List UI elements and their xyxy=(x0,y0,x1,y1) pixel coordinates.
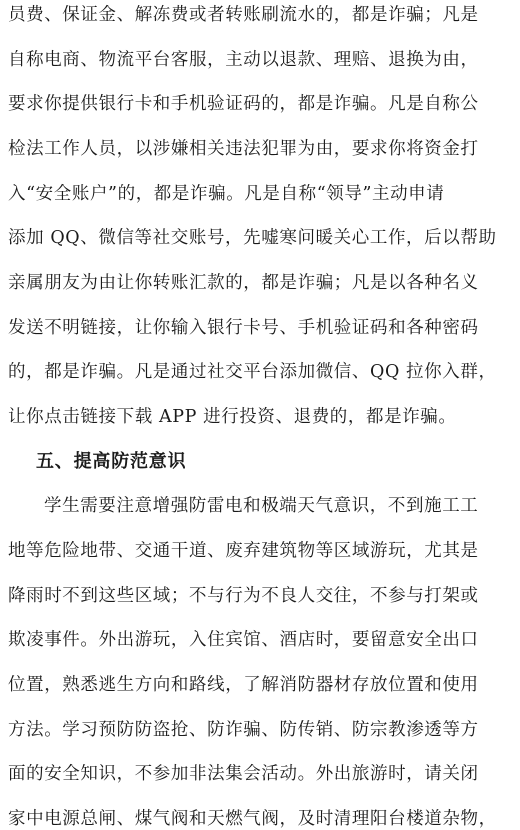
paragraph-line: 员费、保证金、解冻费或者转账刷流水的，都是诈骗；凡是 xyxy=(8,5,479,25)
paragraph-line: 方法。学习预防防盗抢、防诈骗、防传销、防宗教渗透等方 xyxy=(8,720,479,740)
paragraph-line: 地等危险地带、交通干道、废弃建筑物等区域游玩，尤其是 xyxy=(8,541,479,561)
section-heading: 五、提高防范意识 xyxy=(36,451,187,472)
paragraph-line: 让你点击链接下载 APP 进行投资、退费的，都是诈骗。 xyxy=(8,407,457,427)
paragraph-line: 的，都是诈骗。凡是通过社交平台添加微信、QQ 拉你入群， xyxy=(8,362,497,382)
paragraph-line: 要求你提供银行卡和手机验证码的，都是诈骗。凡是自称公 xyxy=(8,94,479,114)
paragraph-line: 面的安全知识，不参加非法集会活动。外出旅游时，请关闭 xyxy=(8,764,479,784)
paragraph-line: 亲属朋友为由让你转账汇款的，都是诈骗；凡是以各种名义 xyxy=(8,273,479,293)
paragraph-line-indented: 学生需要注意增强防雷电和极端天气意识，不到施工工 xyxy=(44,496,479,516)
paragraph-line: 位置，熟悉逃生方向和路线，了解消防器材存放位置和使用 xyxy=(8,675,479,695)
paragraph-line: 发送不明链接，让你输入银行卡号、手机验证码和各种密码 xyxy=(8,318,479,338)
paragraph-line: 降雨时不到这些区域；不与行为不良人交往，不参与打架或 xyxy=(8,586,479,606)
paragraph-line: 入“安全账户”的，都是诈骗。凡是自称“领导”主动申请 xyxy=(8,184,445,204)
paragraph-line: 欺凌事件。外出游玩，入住宾馆、酒店时，要留意安全出口 xyxy=(8,630,479,650)
paragraph-line: 检法工作人员，以涉嫌相关违法犯罪为由，要求你将资金打 xyxy=(8,139,479,159)
paragraph-line: 添加 QQ、微信等社交账号，先嘘寒问暖关心工作，后以帮助 xyxy=(8,228,497,248)
paragraph-line: 家中电源总闸、煤气阀和天燃气阀，及时清理阳台楼道杂物， xyxy=(8,809,497,829)
paragraph-line: 自称电商、物流平台客服，主动以退款、理赔、退换为由， xyxy=(8,50,479,70)
